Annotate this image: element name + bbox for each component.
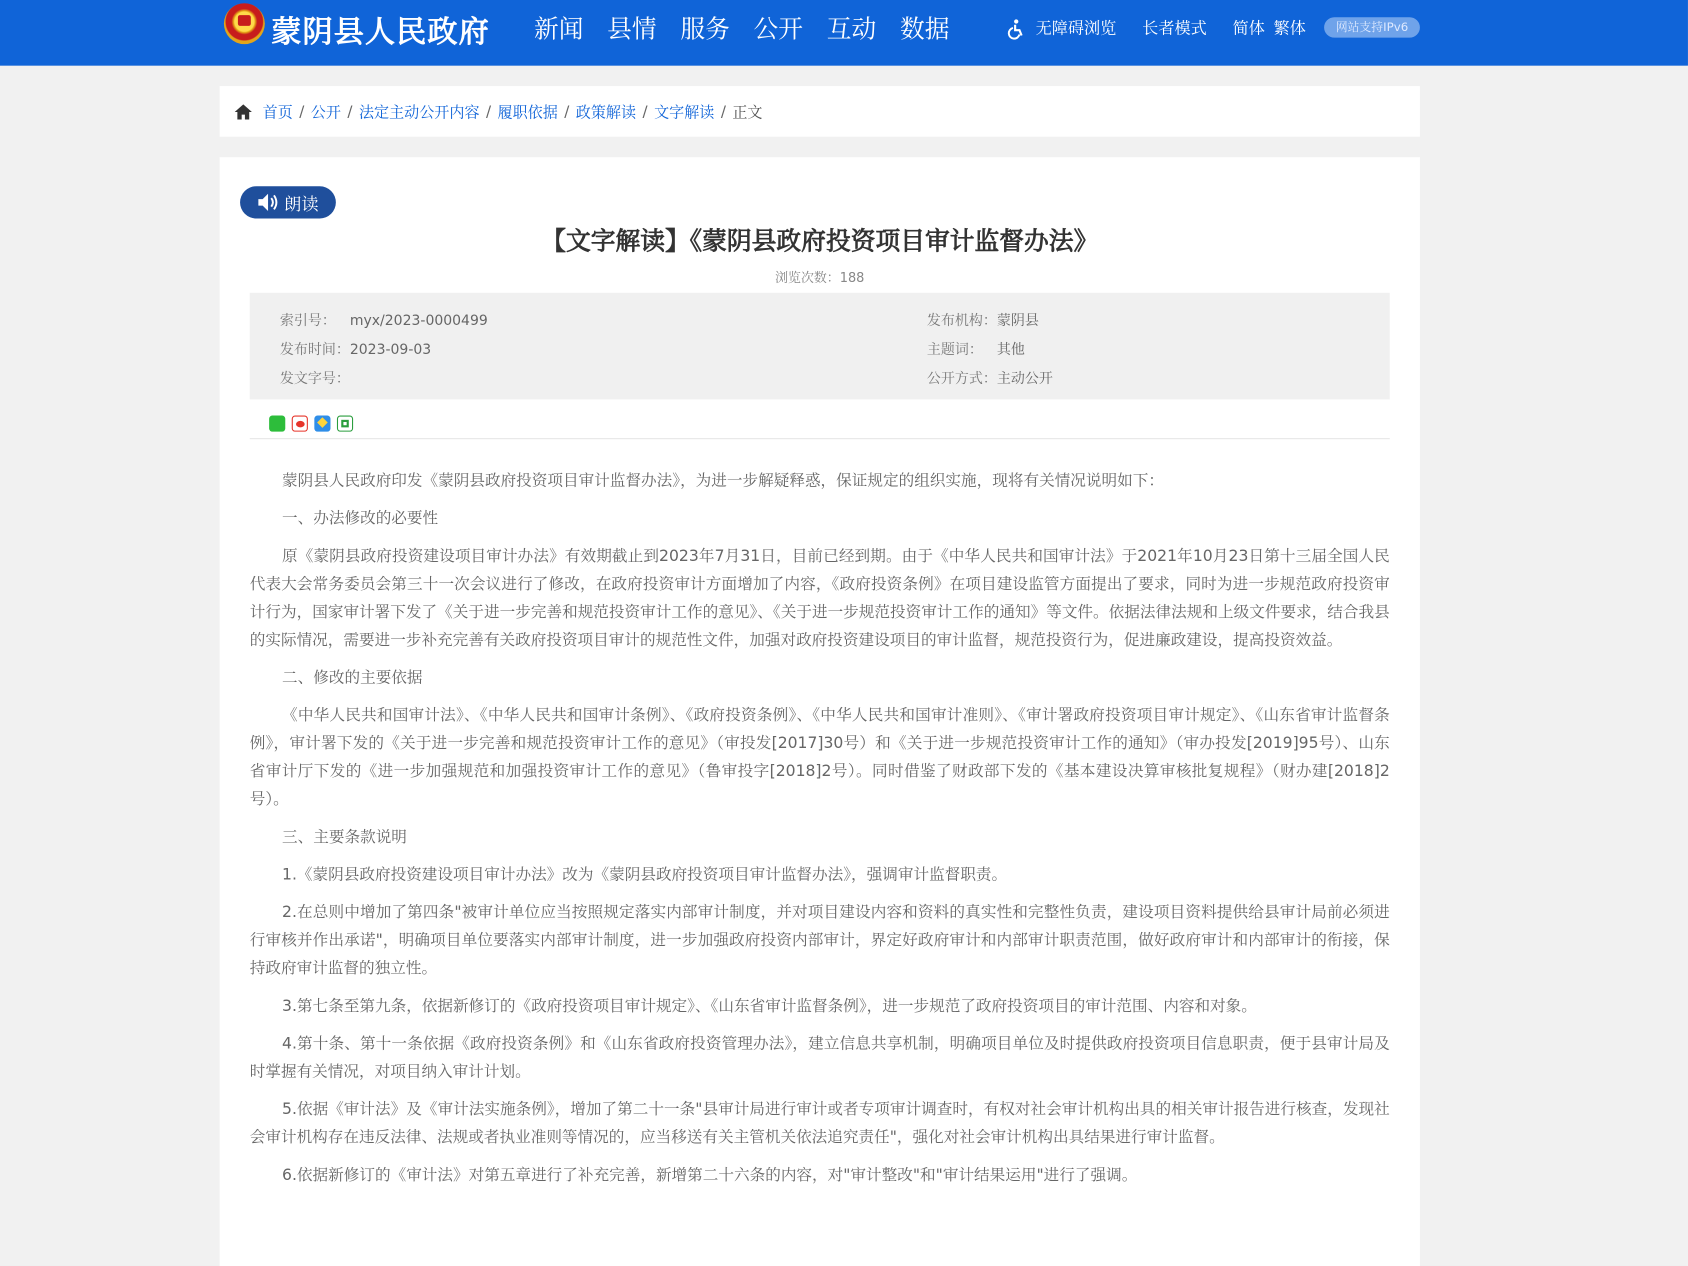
- breadcrumb-separator: /: [642, 102, 648, 121]
- article-paragraph: 2.在总则中增加了第四条"被审计单位应当按照规定落实内部审计制度，并对项目建设内容和资料的真实性和完整性负责，建设项目资料提供给县审计局前必须进行审核并作出承诺"，明确项目单位要落实内部审计制度，进一步加强政府投资内部审计，界定好政府审计和内部审计职责范围，做好政府审计和内部审计的衔接，保持政府审计监督的独立性。: [249, 904, 1390, 978]
- meta-date-value: 2023-09-03: [349, 342, 432, 359]
- qzone-icon[interactable]: [314, 416, 330, 432]
- weibo-icon[interactable]: [292, 416, 308, 432]
- site-header: [0, 0, 1688, 66]
- meta-topic-value: 其他: [996, 342, 1025, 359]
- breadcrumb: [220, 86, 1420, 137]
- meta-index: [280, 309, 488, 329]
- breadcrumb-home[interactable]: 首页: [262, 103, 293, 122]
- accessibility-icon: [1005, 18, 1027, 40]
- article-paragraph: 蒙阴县人民政府印发《蒙阴县政府投资项目审计监督办法》，为进一步解疑释惑，保证规定的组织实施，现将有关情况说明如下：: [282, 472, 1164, 490]
- view-count: [220, 268, 1420, 286]
- breadcrumb-separator: /: [485, 102, 492, 121]
- nav-item-interact[interactable]: 互动: [826, 16, 877, 45]
- breadcrumb-public[interactable]: 公开: [310, 103, 341, 122]
- meta-mode-value: 主动公开: [996, 371, 1053, 388]
- nav-item-county[interactable]: 县情: [607, 16, 657, 45]
- simplified-link[interactable]: 简体: [1232, 18, 1265, 38]
- emblem-icon[interactable]: [224, 3, 265, 44]
- breadcrumb-policy-interpret[interactable]: 政策解读: [575, 103, 637, 122]
- meta-mode-label: 公开方式：: [926, 371, 997, 388]
- meta-index-label: 索引号：: [279, 313, 336, 330]
- meta-doc-no-label: 发文字号：: [279, 371, 350, 388]
- article-paragraph: 3.第七条至第九条，依据新修订的《政府投资项目审计规定》、《山东省审计监督条例》，进一步规范了政府投资项目的审计范围、内容和对象。: [282, 997, 1257, 1016]
- section-heading: 一、办法修改的必要性: [282, 510, 439, 528]
- home-icon: [235, 104, 252, 119]
- breadcrumb-separator: /: [720, 102, 726, 121]
- main-nav: [534, 10, 950, 46]
- meta-topic-label: 主题词：: [926, 342, 983, 359]
- breadcrumb-current: 正文: [732, 103, 763, 122]
- breadcrumb-text-interpret[interactable]: 文字解读: [654, 103, 715, 122]
- meta-org: [927, 309, 1039, 329]
- nav-item-data[interactable]: 数据: [899, 16, 950, 45]
- ipv6-badge: 网站支持IPv6: [1324, 17, 1420, 37]
- nav-item-service[interactable]: 服务: [680, 16, 730, 45]
- share-bar: [269, 416, 353, 432]
- wechat-icon[interactable]: [269, 416, 285, 432]
- meta-doc-no: [280, 367, 350, 387]
- article-paragraph: 1.《蒙阴县政府投资建设项目审计办法》改为《蒙阴县政府投资项目审计监督办法》，强调审计监督职责。: [282, 866, 1008, 884]
- meta-org-value: 蒙阴县: [996, 313, 1039, 330]
- meta-topic: [927, 338, 1025, 358]
- meta-mode: [927, 367, 1053, 387]
- meta-index-value: myx/2023-0000499: [349, 313, 488, 330]
- share-divider: [250, 438, 1390, 439]
- traditional-link[interactable]: 繁体: [1273, 18, 1306, 38]
- section-heading: 二、修改的主要依据: [282, 669, 423, 687]
- read-aloud-button[interactable]: [240, 186, 336, 218]
- article-paragraph: 6.依据新修订的《审计法》对第五章进行了补充完善，新增第二十六条的内容，对"审计整改"和"审计结果运用"进行了强调。: [282, 1166, 1138, 1185]
- view-count-label: 浏览次数：: [775, 270, 840, 286]
- accessibility-link[interactable]: [1005, 16, 1116, 39]
- article-body: [250, 467, 1390, 1199]
- nav-item-news[interactable]: 新闻: [533, 16, 584, 45]
- speaker-icon: [257, 193, 279, 212]
- breadcrumb-separator: /: [299, 102, 305, 121]
- breadcrumb-separator: /: [564, 102, 570, 121]
- article-paragraph: 5.依据《审计法》及《审计法实施条例》，增加了第二十一条"县审计局进行审计或者专项审计调查时，有权对社会审计机构出具的相关审计报告进行核查，发现社会审计机构存在违反法律、法规或者执业准则等情况的，应当移送有关主管机关依法追究责任"，强化对社会审计机构出具结果进行审计监督。: [249, 1101, 1390, 1147]
- section-heading: 三、主要条款说明: [282, 828, 407, 847]
- article-paragraph: 4.第十条、第十一条依据《政府投资条例》和《山东省政府投资管理办法》，建立信息共享机制，明确项目单位及时提供政府投资项目信息职责，便于县审计局及时掌握有关情况，对项目纳入审计计划。: [249, 1035, 1390, 1081]
- article-meta: [250, 293, 1390, 400]
- article-paragraph: 《中华人民共和国审计法》、《中华人民共和国审计条例》、《政府投资条例》、《中华人民共和国审计准则》、《审计署政府投资项目审计规定》、《山东省审计监督条例》，审计署下发的《关于进一步完善和规范投资审计工作的意见》（审投发[2017]30号）和《关于进一步规范投资审计工作的通知》（审办投发[2019]95号）、山东省审计厅下发的《进一步加强规范和加强投资审计工作的意见》（鲁审投字[2018]2号）。同时借鉴了财政部下发的《基本建设决算审核批复规程》（财办建[2018]2号）。: [249, 707, 1390, 809]
- read-aloud-label: 朗读: [284, 193, 319, 214]
- nav-item-public[interactable]: 公开: [753, 16, 804, 45]
- site-title[interactable]: 蒙阴县人民政府: [271, 13, 490, 50]
- accessibility-label: 无障碍浏览: [1035, 18, 1117, 38]
- breadcrumb-duty-basis[interactable]: 履职依据: [497, 103, 558, 122]
- article-title: 【文字解读】《蒙阴县政府投资项目审计监督办法》: [541, 228, 1099, 257]
- view-count-value: 188: [839, 270, 865, 286]
- elder-mode-link[interactable]: 长者模式: [1142, 18, 1207, 38]
- meta-org-label: 发布机构：: [926, 313, 997, 330]
- header-tools: [1005, 16, 1305, 39]
- breadcrumb-separator: /: [347, 102, 353, 121]
- article-card: [220, 157, 1420, 1266]
- breadcrumb-statutory[interactable]: 法定主动公开内容: [358, 103, 480, 122]
- article-paragraph: 原《蒙阴县政府投资建设项目审计办法》有效期截止到2023年7月31日，目前已经到期。由于《中华人民共和国审计法》于2021年10月23日第十三届全国人民代表大会常务委员会第三十一次会议进行了修改，在政府投资审计方面增加了内容，《政府投资条例》在项目建设监管方面提出了要求，同时为进一步规范政府投资审计行为，国家审计署下发了《关于进一步完善和规范投资审计工作的意见》、《关于进一步规范投资审计工作的通知》等文件。依据法律法规和上级文件要求，结合我县的实际情况，需要进一步补充完善有关政府投资项目审计的规范性文件，加强对政府投资建设项目的审计监督，规范投资行为，促进廉政建设，提高投资效益。: [249, 547, 1390, 650]
- douban-icon[interactable]: [337, 416, 353, 432]
- meta-date: [280, 338, 431, 358]
- meta-date-label: 发布时间：: [279, 342, 350, 359]
